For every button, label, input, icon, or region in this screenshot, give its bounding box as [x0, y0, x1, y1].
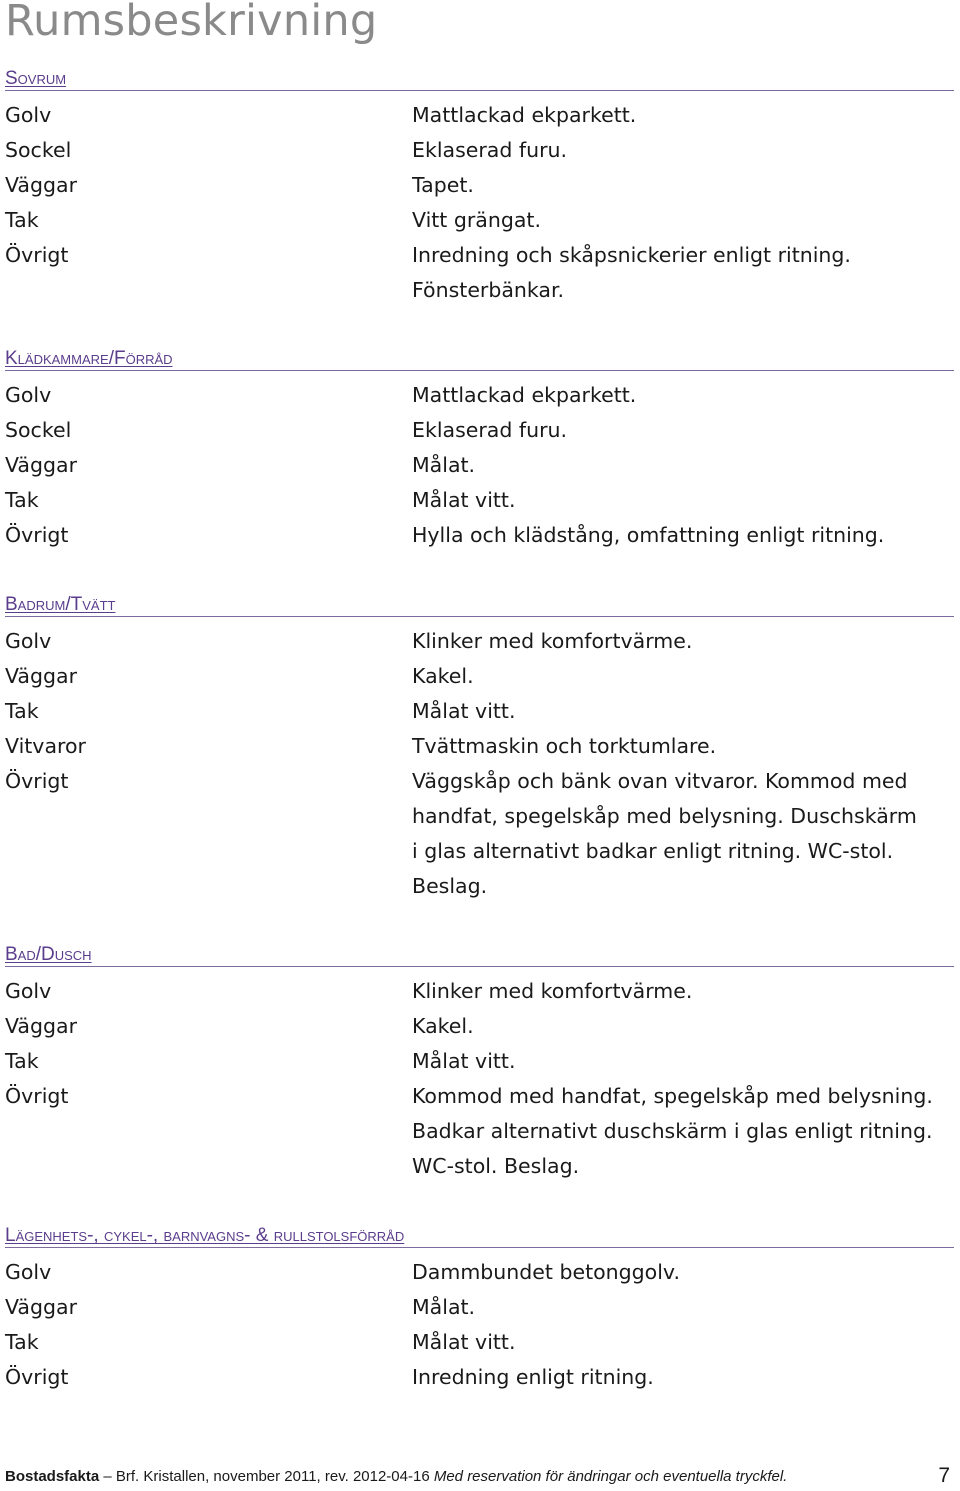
section-kladkammare [5, 346, 954, 553]
row-label: Sockel [5, 138, 72, 162]
row-value: Målat. [412, 453, 476, 477]
row-label: Vitvaror [5, 734, 86, 758]
row-label: Väggar [5, 453, 78, 477]
row-value: Kommod med handfat, spegelskåp med belysning. Badkar alternativt duschskärm i glas enligt ritning. WC-stol. Beslag. [412, 1084, 933, 1178]
row-label: Tak [5, 208, 39, 232]
spec-row [5, 238, 954, 308]
row-label: Tak [5, 699, 39, 723]
row-label: Väggar [5, 173, 78, 197]
row-value: Målat vitt. [412, 1049, 516, 1073]
section-bad-dusch [5, 942, 954, 1184]
row-label: Övrigt [5, 1084, 69, 1108]
row-label: Golv [5, 629, 52, 653]
row-value: Väggskåp och bänk ovan vitvaror. Kommod med handfat, spegelskåp med belysning. Duschskärm i glas alternativt badkar enligt ritning. WC-stol. Beslag. [412, 769, 917, 898]
section-title: Badrum/Tvätt [5, 594, 116, 615]
row-value: Mattlackad ekparkett. [412, 383, 637, 407]
footer-note: Med reservation för ändringar och eventuella tryckfel. [433, 1468, 788, 1485]
spec-row [5, 1079, 954, 1184]
row-label: Väggar [5, 1014, 78, 1038]
spec-row [5, 203, 954, 238]
footer-text: Brf. Kristallen, november 2011, rev. 2012-04-16 [115, 1468, 434, 1485]
row-label: Väggar [5, 664, 78, 688]
page-title: Rumsbeskrivning [5, 0, 378, 46]
row-label: Övrigt [5, 1365, 69, 1389]
section-title: Sovrum [5, 68, 67, 89]
row-label: Golv [5, 383, 52, 407]
section-forrad [5, 1223, 954, 1395]
section-header [5, 592, 954, 617]
spec-row [5, 1325, 954, 1360]
row-value: Inredning enligt ritning. [412, 1365, 654, 1389]
row-value: Eklaserad furu. [412, 418, 568, 442]
spec-row [5, 518, 954, 553]
spec-row [5, 1044, 954, 1079]
row-value: Målat vitt. [412, 1330, 516, 1354]
footer-brand: Bostadsfakta [5, 1468, 100, 1485]
row-label: Övrigt [5, 523, 69, 547]
row-label: Golv [5, 1260, 52, 1284]
row-label: Övrigt [5, 769, 69, 793]
section-header [5, 346, 954, 371]
row-value: Målat. [412, 1295, 476, 1319]
spec-row [5, 168, 954, 203]
section-header [5, 942, 954, 967]
row-label: Sockel [5, 418, 72, 442]
row-value: Tvättmaskin och torktumlare. [412, 734, 717, 758]
row-label: Tak [5, 1330, 39, 1354]
row-label: Övrigt [5, 243, 69, 267]
row-value: Målat vitt. [412, 488, 516, 512]
section-sovrum [5, 66, 954, 308]
section-title: Lägenhets-, cykel-, barnvagns- & rullstolsförråd [5, 1225, 405, 1246]
spec-row [5, 764, 954, 904]
row-value: Klinker med komfortvärme. [412, 979, 693, 1003]
row-label: Golv [5, 103, 52, 127]
row-value: Eklaserad furu. [412, 138, 568, 162]
row-label: Tak [5, 1049, 39, 1073]
spec-row [5, 483, 954, 518]
spec-row [5, 624, 954, 659]
row-value: Kakel. [412, 664, 474, 688]
row-value: Dammbundet betonggolv. [412, 1260, 680, 1284]
row-value: Kakel. [412, 1014, 474, 1038]
row-value: Hylla och klädstång, omfattning enligt ritning. [412, 523, 885, 547]
spec-row [5, 133, 954, 168]
spec-row [5, 448, 954, 483]
spec-row [5, 659, 954, 694]
section-header [5, 1223, 954, 1248]
footer-dash: – [99, 1468, 116, 1485]
row-value: Klinker med komfortvärme. [412, 629, 693, 653]
spec-row [5, 413, 954, 448]
section-title: Klädkammare/Förråd [5, 348, 173, 369]
row-value: Mattlackad ekparkett. [412, 103, 637, 127]
row-value: Inredning och skåpsnickerier enligt ritning. Fönsterbänkar. [412, 243, 851, 302]
row-value: Tapet. [412, 173, 474, 197]
spec-row [5, 1360, 954, 1395]
spec-row [5, 378, 954, 413]
spec-row [5, 1009, 954, 1044]
spec-row [5, 694, 954, 729]
row-label: Väggar [5, 1295, 78, 1319]
spec-row [5, 98, 954, 133]
spec-row [5, 1290, 954, 1325]
section-header [5, 66, 954, 91]
row-value: Målat vitt. [412, 699, 516, 723]
page-number: 7 [938, 1464, 950, 1487]
spec-row [5, 729, 954, 764]
spec-row [5, 1255, 954, 1290]
row-value: Vitt grängat. [412, 208, 541, 232]
row-label: Tak [5, 488, 39, 512]
section-title: Bad/Dusch [5, 944, 92, 965]
section-badrum [5, 592, 954, 904]
page-footer [5, 1466, 950, 1488]
row-label: Golv [5, 979, 52, 1003]
spec-row [5, 974, 954, 1009]
